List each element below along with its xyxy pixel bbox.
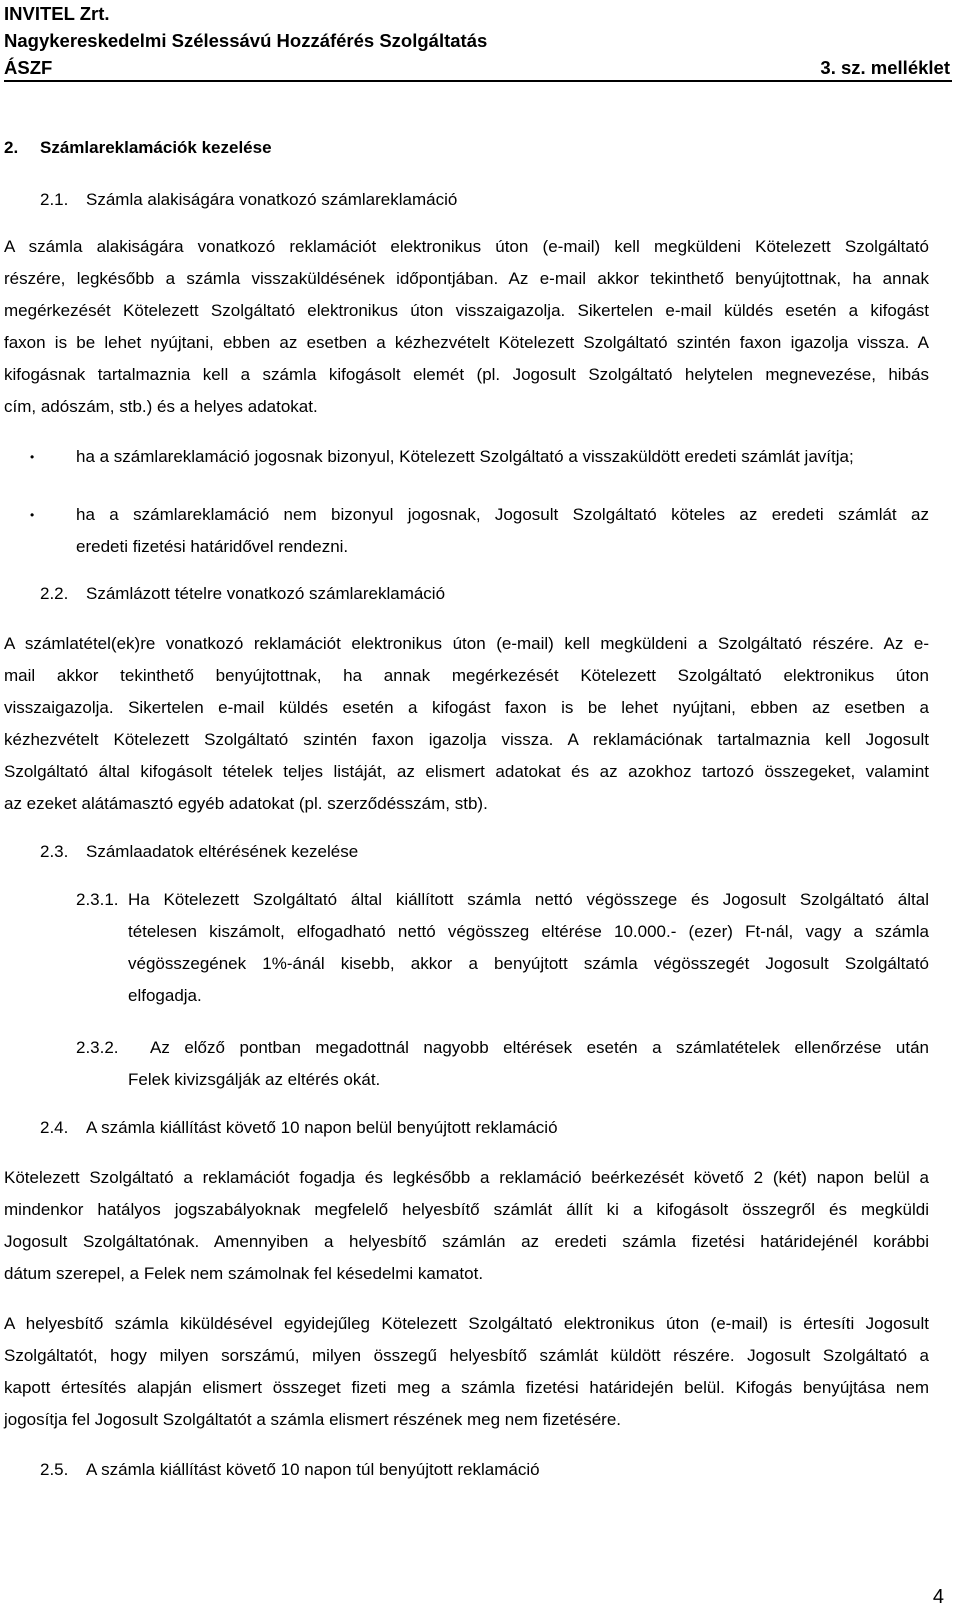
subsection-title: A számla kiállítást követő 10 napon belül benyújtott reklamáció [86,1118,558,1137]
item-line: Az előző pontban megadottnál nagyobb eltérések esetén a számlatételek ellenőrzése után [150,1038,929,1057]
paragraph-line: A helyesbítő számla kiküldésével egyidejűleg Kötelezett Szolgáltató elektronikus úton (e-mail) is értesíti Jogosult [4,1314,929,1333]
subsection-title: Számlázott tételre vonatkozó számlareklamáció [86,584,446,603]
section-number: 2. [4,138,19,157]
subsection-number: 2.3. [40,842,69,861]
paragraph-line: az ezeket alátámasztó egyéb adatokat (pl. szerződésszám, stb). [4,794,488,813]
paragraph-line: dátum szerepel, a Felek nem számolnak fel késedelmi kamatot. [4,1264,484,1283]
page-number: 4 [932,1586,944,1608]
paragraph-line: részére, legkésőbb a számla visszaküldésének időpontjában. Az e-mail akkor tekinthető benyújtottnak, ha annak [4,269,929,288]
subsection-title: Számlaadatok eltérésének kezelése [86,842,359,861]
bullet-item: ha a számlareklamáció jogosnak bizonyul, Kötelezett Szolgáltató a visszaküldött eredeti számlát javítja; [76,447,854,466]
bullet-item-continued: eredeti fizetési határidővel rendezni. [76,537,349,556]
item-line: Ha Kötelezett Szolgáltató által kiállított számla nettó végösszege és Jogosult Szolgáltató által [128,890,929,909]
item-number: 2.3.1. [76,890,119,909]
paragraph-line: Kötelezett Szolgáltató a reklamációt fogadja és legkésőbb a reklamáció beérkezését követő 2 (két) napon belül a [4,1168,929,1187]
paragraph-line: kifogásnak tartalmaznia kell a számla kifogásolt elemét (pl. Jogosult Szolgáltató helytelen megnevezése, hibás [4,365,929,384]
bullet-icon: • [30,508,35,522]
header-doc: ÁSZF [4,57,53,78]
paragraph-line: Szolgáltató által kifogásolt tételek teljes listáját, az elismert adatokat és az azokhoz tartozó összegeket, valamint [4,762,929,781]
bullet-icon: • [30,450,35,464]
bullet-item: ha a számlareklamáció nem bizonyul jogosnak, Jogosult Szolgáltató köteles az eredeti számlát az [76,505,929,524]
paragraph-line: mindenkor hatályos jogszabályoknak megfelelő helyesbítő számlát állít ki a kifogásolt összegről és megküldi [4,1200,929,1219]
item-line: Felek kivizsgálják az eltérés okát. [128,1070,381,1089]
subsection-number: 2.4. [40,1118,69,1137]
item-line: elfogadja. [128,986,202,1005]
subsection-number: 2.5. [40,1460,69,1479]
header-annex: 3. sz. melléklet [820,57,950,78]
paragraph-line: megérkezését Kötelezett Szolgáltató elektronikus úton visszaigazolja. Sikertelen e-mail küldés esetén a kifogást [4,301,929,320]
paragraph-line: A számla alakiságára vonatkozó reklamációt elektronikus úton (e-mail) kell megküldeni Kötelezett Szolgáltató [4,237,929,256]
item-number: 2.3.2. [76,1038,119,1057]
header-company: INVITEL Zrt. [4,3,110,24]
header-rule [4,80,952,82]
paragraph-line: visszaigazolja. Sikertelen e-mail küldés esetén a kifogást faxon is be lehet nyújtani, ebben az esetben a [4,698,929,717]
subsection-title: Számla alakiságára vonatkozó számlareklamáció [86,190,458,209]
paragraph-line: Szolgáltatót, hogy milyen sorszámú, milyen összegű helyesbítő számlát küldött részére. Jogosult Szolgáltató a [4,1346,929,1365]
subsection-number: 2.1. [40,190,69,209]
item-line: tételesen kiszámolt, elfogadható nettó végösszeg eltérése 10.000.- (ezer) Ft-nál, vagy a számla [128,922,929,941]
section-title: Számlareklamációk kezelése [40,138,272,157]
header-service: Nagykereskedelmi Szélessávú Hozzáférés Szolgáltatás [4,30,488,51]
paragraph-line: faxon is be lehet nyújtani, ebben az esetben a kézhezvételt Kötelezett Szolgáltató szintén faxon igazolja vissza. A [4,333,929,352]
item-line: végösszegének 1%-ánál kisebb, akkor a benyújtott számla végösszegét Jogosult Szolgáltató [128,954,929,973]
paragraph-line: A számlatétel(ek)re vonatkozó reklamációt elektronikus úton (e-mail) kell megküldeni a Szolgáltató részére. Az e- [4,634,929,653]
paragraph-line: mail akkor tekinthető benyújtottnak, ha annak megérkezését Kötelezett Szolgáltató elektronikus úton [4,666,929,685]
paragraph-line: jogosítja fel Jogosult Szolgáltatót a számla elismert részének meg nem fizetésére. [4,1410,622,1429]
paragraph-line: cím, adószám, stb.) és a helyes adatokat. [4,397,318,416]
subsection-title: A számla kiállítást követő 10 napon túl benyújtott reklamáció [86,1460,540,1479]
paragraph-line: kézhezvételt Kötelezett Szolgáltató szintén faxon igazolja vissza. A reklamációnak tartalmaznia kell Jogosult [4,730,929,749]
subsection-number: 2.2. [40,584,69,603]
paragraph-line: Jogosult Szolgáltatónak. Amennyiben a helyesbítő számlán az eredeti számla fizetési határidejénél korábbi [4,1232,929,1251]
paragraph-line: kapott értesítés alapján elismert összeget fizeti meg a számla fizetési határidején belül. Kifogás benyújtása nem [4,1378,929,1397]
